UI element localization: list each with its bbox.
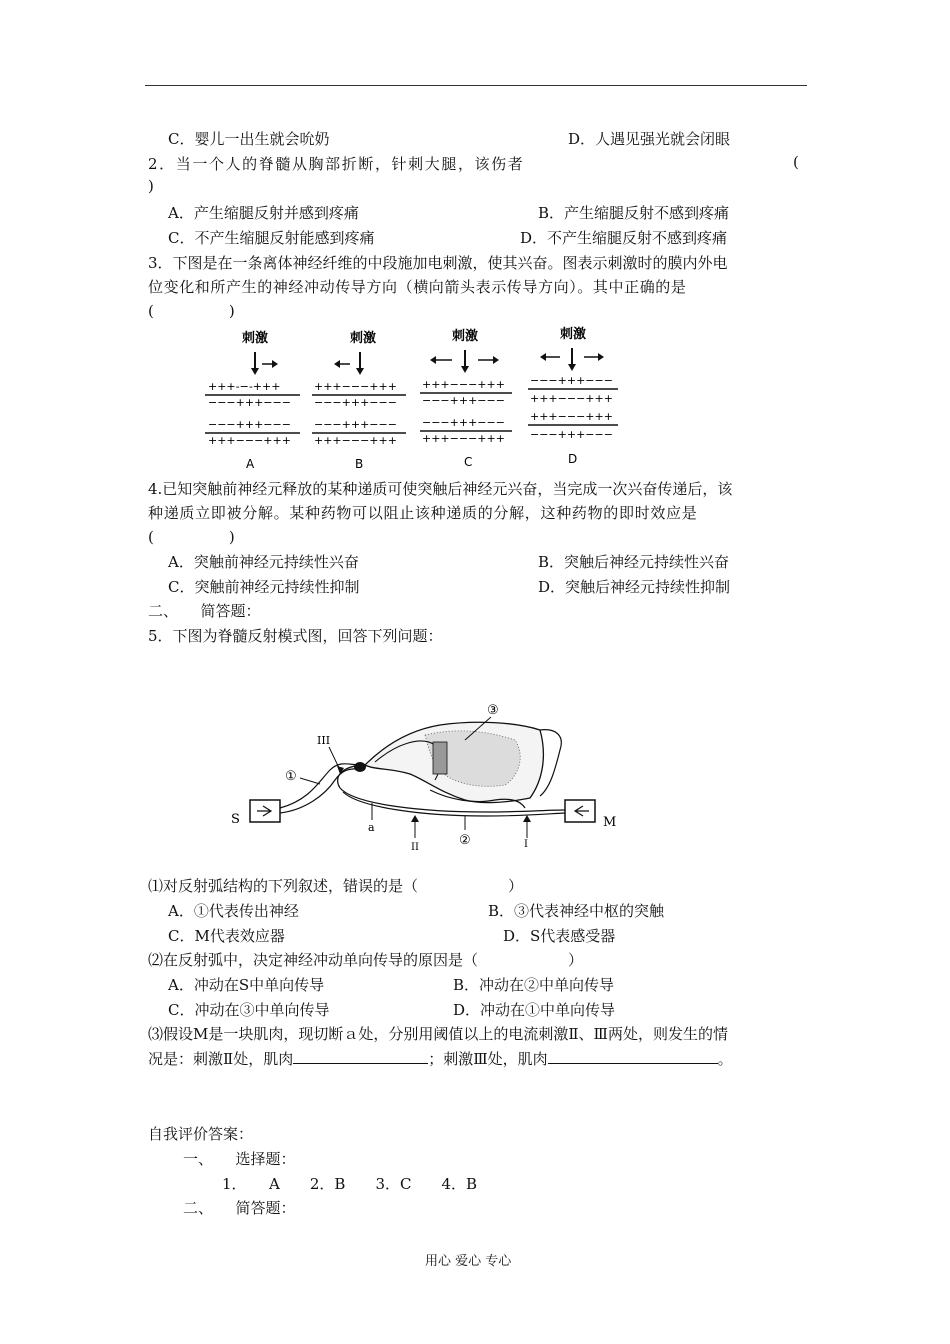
q4-option-d: D．突触后神经元持续性抑制 <box>538 578 731 596</box>
left-arrow-icon <box>540 353 546 361</box>
right-arrow-icon <box>598 353 604 361</box>
q3-line-3: ( ) <box>148 302 235 320</box>
q5-stem: 5．下图为脊髓反射模式图，回答下列问题： <box>148 627 443 645</box>
q5-p1-option-c: C．M代表效应器 <box>168 927 285 945</box>
membrane-row: −−−+++−−− <box>208 396 291 409</box>
right-arrow-icon <box>493 356 499 364</box>
arrow-iii-icon <box>337 766 344 774</box>
membrane-row: +++−−−+++ <box>314 380 397 393</box>
membrane-row: −−−+++−−− <box>208 418 291 431</box>
q5-p2-option-d: D．冲动在①中单向传导 <box>453 1001 616 1019</box>
receptor-endings <box>257 806 271 816</box>
label-s: S <box>231 812 240 827</box>
label-i: I <box>524 839 528 850</box>
panel-label-a: A <box>246 457 255 471</box>
q5-p3-text-b: ；刺激Ⅲ处，肌肉 <box>428 1050 548 1068</box>
membrane-row: −−−+++−−− <box>530 428 613 441</box>
answers-title: 自我评价答案： <box>148 1125 254 1143</box>
membrane-row: +++-−-+++ <box>208 380 281 393</box>
membrane-row: +++−−−+++ <box>530 392 613 405</box>
interneuron-synapse <box>433 742 447 774</box>
stimulus-label-a: 刺激 <box>242 331 269 346</box>
label-1: ① <box>285 769 297 784</box>
membrane-row: +++−−−+++ <box>208 434 291 447</box>
answers-section-2: 二、 简答题： <box>183 1199 296 1217</box>
q5-p2-option-b: B．冲动在②中单向传导 <box>453 976 615 994</box>
q4-option-b: B．突触后神经元持续性兴奋 <box>538 553 730 571</box>
q2-paren-open: ( <box>793 153 799 171</box>
q4-line-2: 种递质立即被分解。某种药物可以阻止该种递质的分解，这种药物的即时效应是 <box>148 504 698 522</box>
answer-blank-2[interactable] <box>548 1051 718 1064</box>
q2-option-c: C．不产生缩腿反射能感到疼痛 <box>168 229 375 247</box>
label-m: M <box>603 815 617 830</box>
q5-p1-option-a: A．①代表传出神经 <box>168 902 299 920</box>
nerve-fiber-figure <box>200 320 630 470</box>
membrane-row: +++−−−+++ <box>422 378 505 391</box>
membrane-row: −−−+++−−− <box>314 396 397 409</box>
membrane-row: +++−−−+++ <box>422 432 505 445</box>
q3-line-2: 位变化和所产生的神经冲动传导方向（横向箭头表示传导方向）。其中正确的是 <box>148 278 687 296</box>
membrane-row: +++−−−+++ <box>530 410 613 423</box>
reflex-arc-figure <box>225 700 635 853</box>
q4-line-3: ( ) <box>148 528 235 546</box>
left-arrow-icon <box>430 356 436 364</box>
q5-p2-stem: ⑵在反射弧中，决定神经冲动单向传导的原因是（ ） <box>148 951 584 969</box>
q5-p3-text-a: 况是：刺激Ⅱ处，肌肉 <box>148 1050 294 1068</box>
header-rule <box>145 85 807 86</box>
q4-line-1: 4.已知突触前神经元释放的某种递质可使突触后神经元兴奋，当完成一次兴奋传递后，该 <box>148 480 733 498</box>
q4-option-c: C．突触前神经元持续性抑制 <box>168 578 360 596</box>
section-2-heading: 二、 简答题： <box>148 602 261 620</box>
q4-option-a: A．突触前神经元持续性兴奋 <box>168 553 359 571</box>
stimulus-label-b: 刺激 <box>350 331 377 346</box>
stimulus-label-d: 刺激 <box>560 327 587 342</box>
stimulus-label-c: 刺激 <box>452 329 479 344</box>
panel-c <box>420 328 512 469</box>
arrow-i-icon <box>523 815 531 822</box>
page-footer: 用心 爱心 专心 <box>425 1254 512 1269</box>
q2-stem: 2．当一个人的脊髓从胸部折断，针刺大腿，该伤者 <box>148 155 525 173</box>
effector-endings <box>575 806 589 816</box>
membrane-row: +++−−−+++ <box>314 434 397 447</box>
q1-option-d: D．人遇见强光就会闭眼 <box>568 130 731 148</box>
panel-label-b: B <box>355 457 364 471</box>
q5-p1-stem: ⑴对反射弧结构的下列叙述，错误的是（ ） <box>148 877 524 895</box>
answers-section-1: 一、 选择题： <box>183 1150 296 1168</box>
panel-label-c: C <box>464 455 473 469</box>
q2-option-a: A．产生缩腿反射并感到疼痛 <box>168 204 359 222</box>
label-iii: III <box>317 734 331 747</box>
q5-p3-line-2 <box>148 1048 733 1069</box>
answer-blank-1[interactable] <box>293 1051 428 1064</box>
membrane-row: −−−+++−−− <box>422 394 505 407</box>
panel-label-d: D <box>568 452 578 466</box>
label-a: a <box>368 821 375 834</box>
right-arrow-icon <box>272 360 278 368</box>
membrane-row: −−−+++−−− <box>314 418 397 431</box>
q3-line-1: 3．下图是在一条离体神经纤维的中段施加电刺激，使其兴奋。图表示刺激时的膜内外电 <box>148 254 728 272</box>
arrow-ii-icon <box>411 815 419 822</box>
spinal-ganglion <box>354 762 366 772</box>
q5-p1-option-d: D．S代表感受器 <box>503 927 616 945</box>
answers-items: 1． A 2．B 3．C 4．B <box>222 1175 478 1193</box>
q1-option-c: C．婴儿一出生就会吮奶 <box>168 130 330 148</box>
q5-p2-option-c: C．冲动在③中单向传导 <box>168 1001 330 1019</box>
label-2: ② <box>459 833 471 848</box>
q5-p3-line-1: ⑶假设M是一块肌肉，现切断ａ处，分别用阈值以上的电流刺激Ⅱ、Ⅲ两处，则发生的情 <box>148 1025 729 1043</box>
panel-b <box>312 330 406 471</box>
q2-option-b: B．产生缩腿反射不感到疼痛 <box>538 204 730 222</box>
panel-a <box>205 330 300 471</box>
membrane-row: −−−+++−−− <box>530 374 613 387</box>
q2-option-d: D．不产生缩腿反射不感到疼痛 <box>520 229 728 247</box>
q5-p2-option-a: A．冲动在S中单向传导 <box>168 976 325 994</box>
membrane-row: −−−+++−−− <box>422 416 505 429</box>
q5-p1-option-b: B．③代表神经中枢的突触 <box>488 902 665 920</box>
panel-d <box>528 326 618 466</box>
left-arrow-icon <box>334 360 340 368</box>
q2-paren-close: ) <box>148 177 154 195</box>
q5-p3-text-c: 。 <box>717 1050 733 1068</box>
label-ii: II <box>411 842 419 853</box>
label-3: ③ <box>487 703 499 718</box>
